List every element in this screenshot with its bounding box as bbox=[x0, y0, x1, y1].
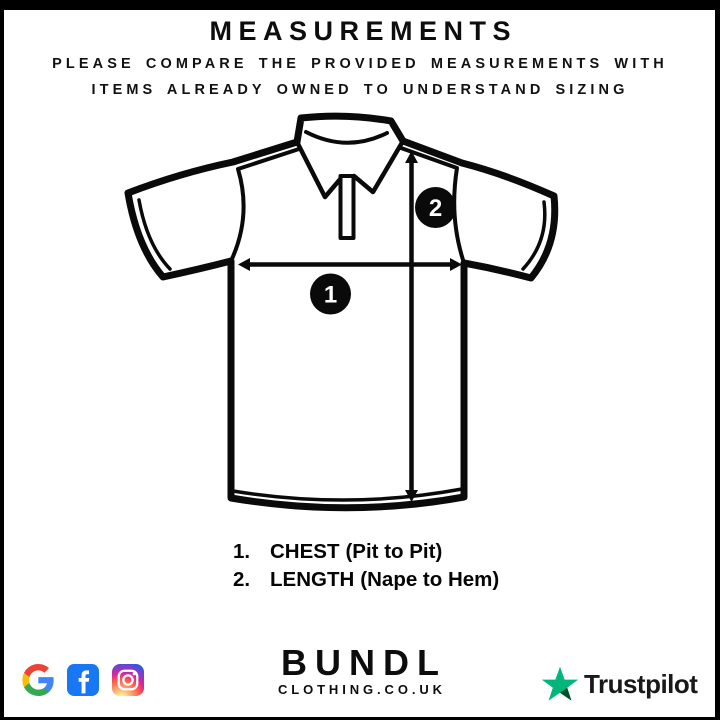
subtitle-line-1: PLEASE COMPARE THE PROVIDED MEASUREMENTS WITH bbox=[52, 56, 668, 72]
legend-detail-chest: (Pit to Pit) bbox=[345, 540, 443, 563]
brand-wordmark: BUNDL bbox=[281, 642, 447, 683]
legend-detail-length: (Nape to Hem) bbox=[360, 568, 500, 591]
marker-1-number: 1 bbox=[323, 281, 338, 309]
measurement-legend bbox=[233, 538, 499, 594]
legend-item-length bbox=[233, 566, 499, 594]
trustpilot-logo bbox=[541, 664, 697, 704]
legend-label-chest: CHEST bbox=[270, 540, 340, 563]
marker-2-number: 2 bbox=[428, 195, 443, 222]
trustpilot-label: Trustpilot bbox=[584, 669, 698, 699]
legend-label-length: LENGTH bbox=[270, 568, 355, 591]
page-title: MEASUREMENTS bbox=[209, 16, 517, 46]
legend-number: 1. bbox=[233, 540, 251, 563]
placket bbox=[341, 176, 354, 238]
legend-item-chest bbox=[233, 538, 499, 566]
legend-number: 2. bbox=[233, 568, 251, 591]
trustpilot-star-icon bbox=[541, 666, 579, 702]
brand-tagline: CLOTHING.CO.UK bbox=[277, 682, 446, 697]
subtitle-line-2: ITEMS ALREADY OWNED TO UNDERSTAND SIZING bbox=[91, 81, 629, 98]
